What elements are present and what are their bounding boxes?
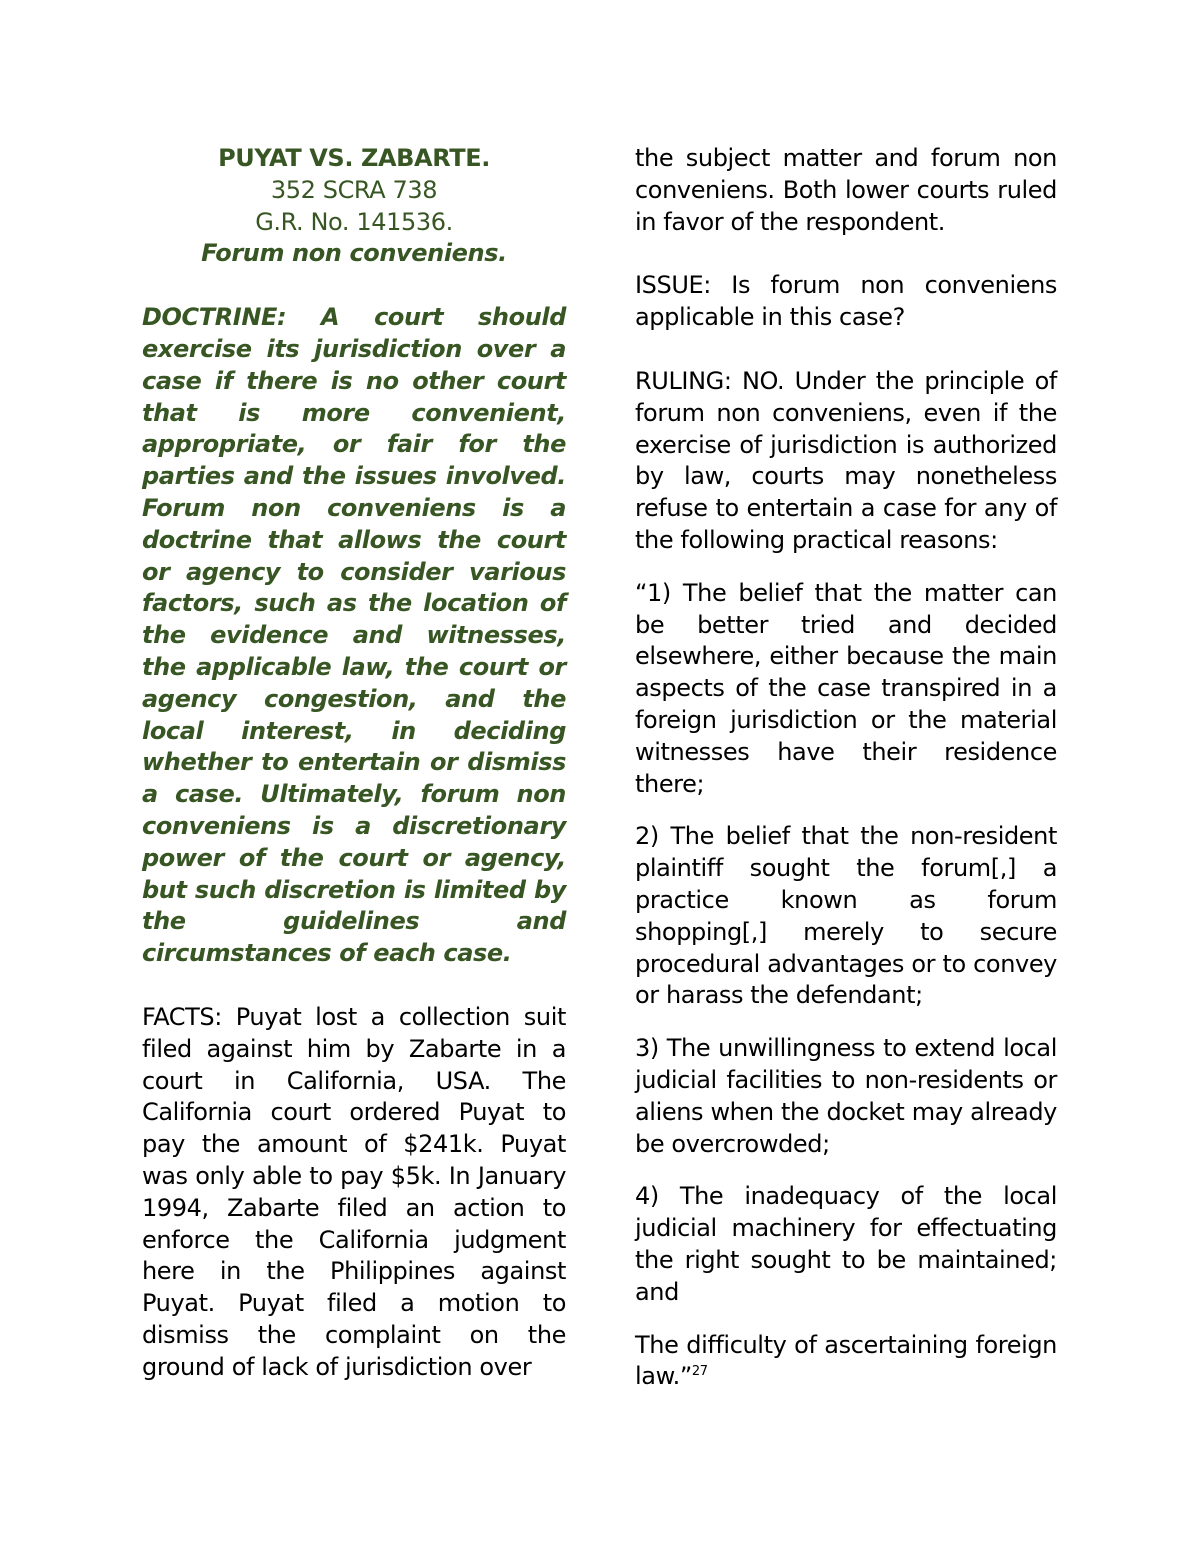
gr-number: G.R. No. 141536. [255, 207, 453, 236]
reason-2: 2) The belief that the non-resident plaintiff sought the forum[,] a practice known as forum shopping[,] merely to secure procedural advantages or to convey or harass the defendant; [635, 822, 1057, 1010]
last-reason-text: The difficulty of ascertaining foreign law.” [635, 1330, 1057, 1391]
left-column [142, 143, 566, 1383]
facts-text-left: FACTS: Puyat lost a collection suit filed against him by Zabarte in a court in California, USA. The California court ordered Puyat to pay the amount of $241k. Puyat was only able to pay $5k. In January 1994, Zabarte filed an action to enforce the California judgment here in the Philippines against Puyat. Puyat filed a motion to dismiss the complaint on the ground of lack of jurisdiction over [142, 1002, 566, 1381]
case-title: PUYAT VS. ZABARTE. [218, 144, 490, 172]
issue-paragraph: ISSUE: Is forum non conveniens applicable in this case? [635, 271, 1057, 332]
scra-citation: 352 SCRA 738 [270, 175, 438, 204]
facts-text-right: the subject matter and forum non conveniens. Both lower courts ruled in favor of the respondent. [635, 144, 1057, 236]
right-column [635, 143, 1057, 1393]
facts-paragraph [142, 1002, 566, 1384]
facts-continued [635, 143, 1057, 238]
reason-3: 3) The unwillingness to extend local judicial facilities to non-residents or aliens when the docket may already be overcrowded; [635, 1034, 1057, 1158]
doctrine-paragraph: DOCTRINE: A court should exercise its jurisdiction over a case if there is no other court that is more convenient, appropriate, or fair for the parties and the issues involved. Forum non conveniens is a doctrine that allows the court or agency to consider various factors, such as the location of the evidence and witnesses, the applicable law, the court or agency congestion, and the local interest, in deciding whether to entertain or dismiss a case. Ultimately, forum non conveniens is a discretionary power of the court or agency, but such discretion is limited by the guidelines and circumstances of each case. [142, 303, 566, 968]
ruling-paragraph: RULING: NO. Under the principle of forum non conveniens, even if the exercise of jurisdiction is authorized by law, courts may nonetheless refuse to entertain a case for any of the following practical reasons: [635, 366, 1057, 554]
reason-5 [635, 1330, 1057, 1394]
reason-1: “1) The belief that the matter can be better tried and decided elsewhere, either because the main aspects of the case transpired in a foreign jurisdiction or the material witnesses have their residence there; [635, 578, 1057, 798]
footnote-ref: 27 [691, 1364, 708, 1380]
case-topic: Forum non conveniens. [201, 239, 507, 268]
reason-4: 4) The inadequacy of the local judicial machinery for effectuating the right sought to be maintained; and [635, 1182, 1057, 1306]
